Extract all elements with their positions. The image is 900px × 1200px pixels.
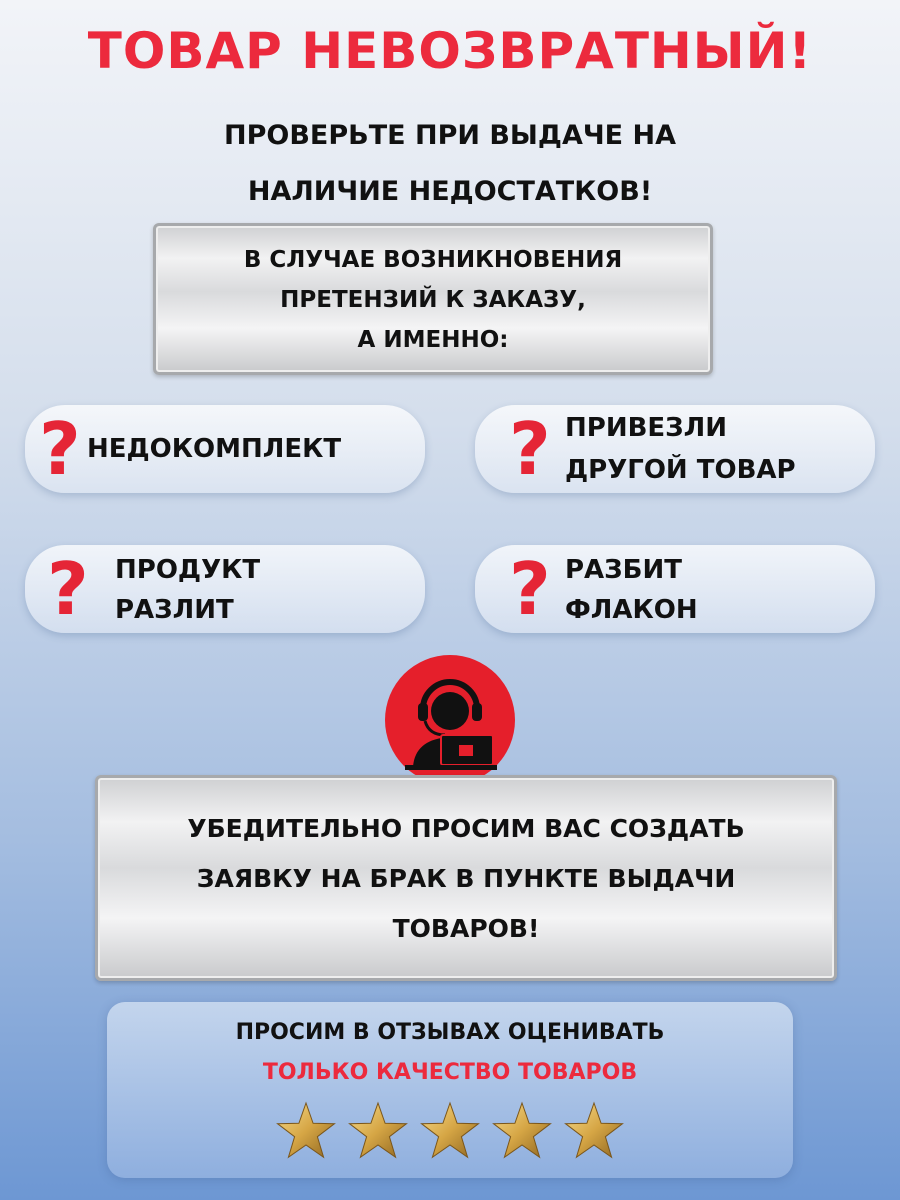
star-icon xyxy=(347,1100,409,1162)
issue-label: ПРОДУКТ xyxy=(115,555,261,585)
issue-label: НЕДОКОМПЛЕКТ xyxy=(87,434,342,464)
issue-label: ПРИВЕЗЛИ xyxy=(565,413,727,443)
issue-pill-broken-bottle xyxy=(475,545,875,633)
defect-request-line-2: ЗАЯВКУ НА БРАК В ПУНКТЕ ВЫДАЧИ xyxy=(196,864,736,893)
claim-plate-line-3: А ИМЕННО: xyxy=(357,327,509,353)
star-icon xyxy=(491,1100,553,1162)
issue-pill-incomplete xyxy=(25,405,425,493)
star-icon xyxy=(419,1100,481,1162)
question-mark-icon: ? xyxy=(509,547,551,631)
star-icon xyxy=(563,1100,625,1162)
claim-plate xyxy=(153,223,713,375)
page-title: ТОВАР НЕВОЗВРАТНЫЙ! xyxy=(87,22,813,80)
support-operator-icon xyxy=(385,655,515,785)
review-panel xyxy=(107,1002,793,1178)
defect-request-line-1: УБЕДИТЕЛЬНО ПРОСИМ ВАС СОЗДАТЬ xyxy=(187,814,745,843)
check-notice-line-1: ПРОВЕРЬТЕ ПРИ ВЫДАЧЕ НА xyxy=(223,120,677,151)
defect-request-plate xyxy=(95,775,837,981)
issue-label: РАЗБИТ xyxy=(565,555,682,585)
check-notice-line-2: НАЛИЧИЕ НЕДОСТАТКОВ! xyxy=(247,176,653,207)
defect-request-line-3: ТОВАРОВ! xyxy=(392,914,540,943)
claim-plate-line-1: В СЛУЧАЕ ВОЗНИКНОВЕНИЯ xyxy=(243,247,623,273)
issue-pill-wrong-item xyxy=(475,405,875,493)
question-mark-icon: ? xyxy=(47,547,89,631)
question-mark-icon: ? xyxy=(39,407,81,491)
check-notice xyxy=(0,108,900,220)
question-mark-icon: ? xyxy=(509,407,551,491)
review-panel-line-1: ПРОСИМ В ОТЗЫВАХ ОЦЕНИВАТЬ xyxy=(235,1020,665,1045)
issue-label: ФЛАКОН xyxy=(565,595,698,625)
review-panel-line-2: ТОЛЬКО КАЧЕСТВО ТОВАРОВ xyxy=(262,1060,638,1085)
star-icon xyxy=(275,1100,337,1162)
issue-pill-spilled xyxy=(25,545,425,633)
star-rating xyxy=(107,1100,793,1166)
issue-label: РАЗЛИТ xyxy=(115,595,234,625)
claim-plate-line-2: ПРЕТЕНЗИЙ К ЗАКАЗУ, xyxy=(280,287,586,313)
issue-label: ДРУГОЙ ТОВАР xyxy=(565,455,796,485)
